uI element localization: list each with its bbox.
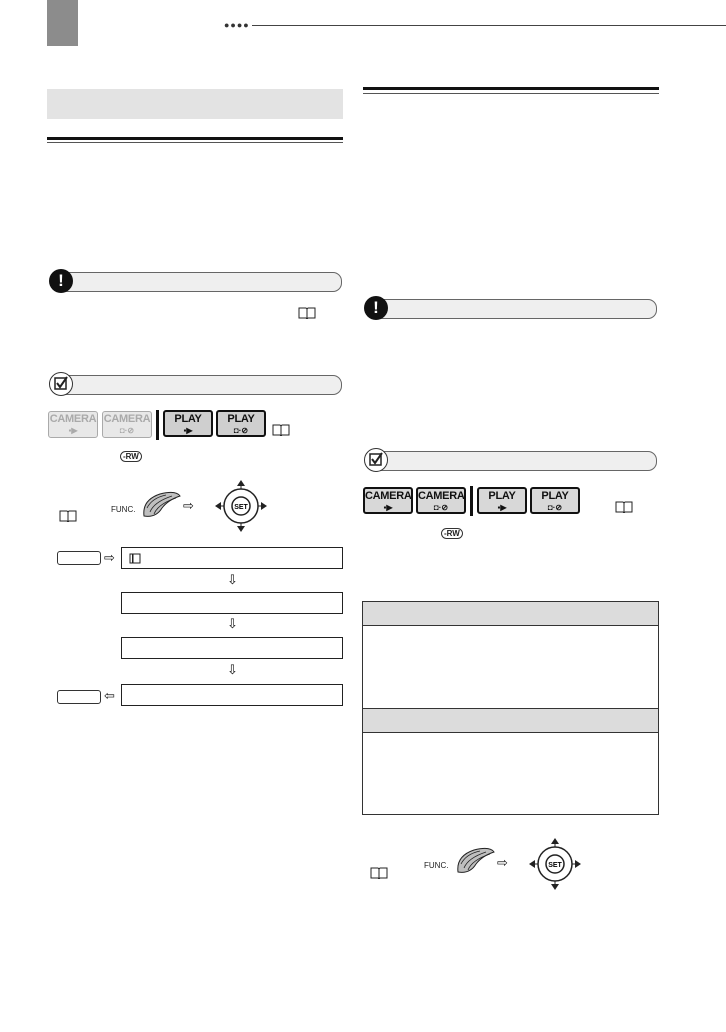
menu-step-1 bbox=[121, 547, 343, 569]
book-icon bbox=[272, 424, 290, 436]
info-table bbox=[362, 601, 659, 815]
menu-step-4 bbox=[121, 684, 343, 706]
right-subsection-rule bbox=[363, 87, 659, 90]
arrow-down-icon: ⇩ bbox=[227, 572, 238, 587]
header-dots: ●●●● bbox=[224, 20, 250, 30]
warning-icon: ! bbox=[364, 296, 388, 320]
book-icon bbox=[615, 501, 633, 513]
table-row-1 bbox=[363, 626, 658, 708]
set-joystick-icon bbox=[213, 478, 269, 534]
func-dial-icon bbox=[452, 846, 498, 878]
warning-icon: ! bbox=[49, 269, 73, 293]
mode-play-photo: PLAY ◘·⊘ bbox=[216, 410, 266, 437]
arrow-right-icon: ⇨ bbox=[104, 550, 115, 565]
checkmark-note-icon bbox=[364, 448, 388, 472]
mode-separator bbox=[470, 486, 473, 516]
page-tab bbox=[47, 0, 78, 46]
arrow-down-icon: ⇩ bbox=[227, 662, 238, 677]
arrow-right-icon: ⇨ bbox=[183, 498, 194, 513]
table-header-1 bbox=[363, 602, 658, 626]
mode-camera-photo: CAMERA ◘·⊘ bbox=[102, 411, 152, 438]
section-heading-box bbox=[47, 89, 343, 119]
mode-camera-photo: CAMERA ◘·⊘ bbox=[416, 487, 466, 514]
mode-separator bbox=[156, 410, 159, 440]
menu-button[interactable] bbox=[57, 551, 101, 565]
func-dial-icon bbox=[138, 490, 184, 522]
book-icon bbox=[59, 510, 77, 522]
svg-text:SET: SET bbox=[548, 862, 562, 869]
header-rule bbox=[252, 25, 726, 26]
important-bar bbox=[373, 299, 657, 319]
menu-button[interactable] bbox=[57, 690, 101, 704]
subsection-rule-thin bbox=[47, 142, 343, 143]
svg-text:SET: SET bbox=[234, 504, 248, 511]
mode-play-movie: PLAY ▪▶ bbox=[163, 410, 213, 437]
right-subsection-rule-thin bbox=[363, 93, 659, 94]
set-joystick-icon bbox=[527, 836, 583, 892]
menu-step-3 bbox=[121, 637, 343, 659]
mode-camera-movie: CAMERA ▪▶ bbox=[48, 411, 98, 438]
note-bar bbox=[373, 451, 657, 471]
arrow-right-icon: ⇨ bbox=[497, 855, 508, 870]
func-label: FUNC. bbox=[111, 505, 136, 514]
book-icon bbox=[370, 867, 388, 879]
arrow-left-icon: ⇦ bbox=[104, 688, 115, 703]
note-bar bbox=[58, 375, 342, 395]
mode-play-photo: PLAY ◘·⊘ bbox=[530, 487, 580, 514]
func-label: FUNC. bbox=[424, 861, 449, 870]
card-icon bbox=[129, 553, 141, 564]
subsection-rule bbox=[47, 137, 343, 140]
table-header-2 bbox=[363, 708, 658, 733]
book-icon bbox=[298, 307, 316, 319]
mode-camera-movie: CAMERA ▪▶ bbox=[363, 487, 413, 514]
important-bar bbox=[58, 272, 342, 292]
rw-disc-icon: -RW bbox=[441, 528, 463, 539]
rw-disc-icon: -RW bbox=[120, 451, 142, 462]
checkmark-note-icon bbox=[49, 372, 73, 396]
mode-play-movie: PLAY ▪▶ bbox=[477, 487, 527, 514]
menu-step-2 bbox=[121, 592, 343, 614]
arrow-down-icon: ⇩ bbox=[227, 616, 238, 631]
